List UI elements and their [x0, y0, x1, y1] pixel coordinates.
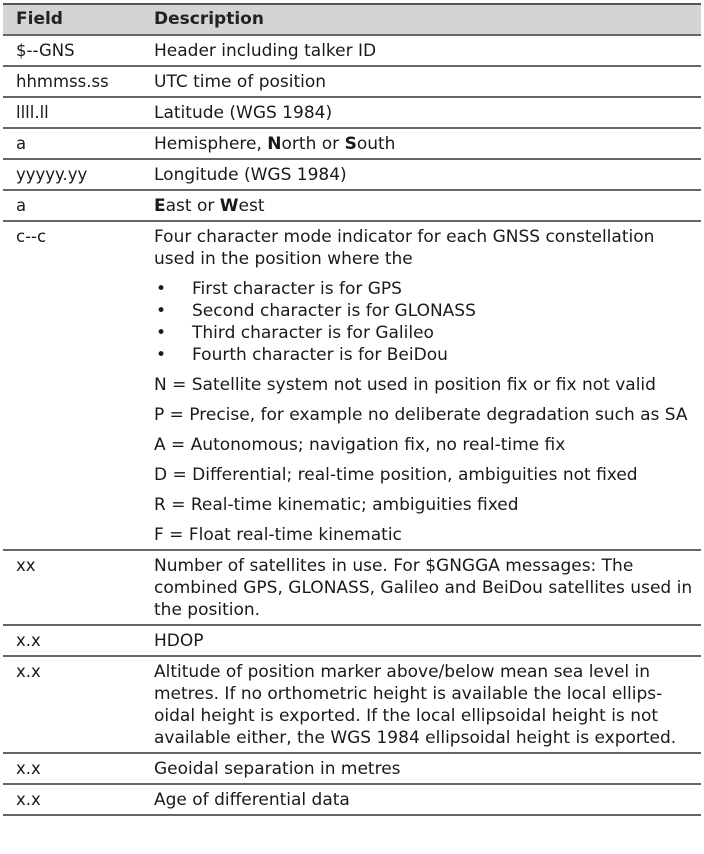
list-item: • Third character is for Galileo [154, 322, 693, 344]
table-row [3, 221, 701, 550]
field-cell: a [3, 190, 154, 221]
description-cell [154, 128, 701, 159]
description-cell [154, 190, 701, 221]
header-description: Description [154, 4, 701, 35]
field-cell: x.x [3, 625, 154, 656]
table-row [3, 128, 701, 159]
mode-definition: F = Float real-time kinematic [154, 525, 402, 545]
field-cell: hhmmss.ss [3, 66, 154, 97]
field-cell: x.x [3, 753, 154, 784]
field-cell: c--c [3, 221, 154, 550]
table-row [3, 550, 701, 625]
description-cell: Number of satellites in use. For $GNGGA messages: The combined GPS, GLONASS, Galileo and BeiDou satellites used in the position. [154, 550, 701, 625]
list-item: • Fourth character is for BeiDou [154, 344, 693, 366]
emphasis: W [219, 196, 239, 216]
table-row [3, 753, 701, 784]
description-cell: Longitude (WGS 1984) [154, 159, 701, 190]
table-row [3, 625, 701, 656]
table-row [3, 35, 701, 66]
text: outh [356, 134, 396, 154]
field-cell: yyyyy.yy [3, 159, 154, 190]
emphasis: S [344, 134, 357, 154]
emphasis: N [267, 134, 282, 154]
mode-intro: Four character mode indicator for each GNSS constellation used in the position where the [154, 227, 655, 269]
field-cell: xx [3, 550, 154, 625]
gns-field-table [3, 3, 701, 816]
mode-definition: P = Precise, for example no deliberate degradation such as SA [154, 405, 688, 425]
text: est [238, 196, 265, 216]
description-cell: Latitude (WGS 1984) [154, 97, 701, 128]
table-row [3, 656, 701, 753]
header-field: Field [3, 4, 154, 35]
description-cell: Altitude of position marker above/below mean sea level in metres. If no orthometric height is available the local ellips-oidal height is exported. If the local ellipsoidal height is not available either, the WGS 1984 ellipsoidal height is exported. [154, 656, 701, 753]
list-item: • Second character is for GLONASS [154, 300, 693, 322]
table-header-row [3, 4, 701, 35]
mode-definition: D = Differential; real-time position, ambiguities not fixed [154, 465, 638, 485]
description-cell [154, 221, 701, 550]
description-cell: Age of differential data [154, 784, 701, 815]
list-item: • First character is for GPS [154, 278, 693, 300]
description-cell: UTC time of position [154, 66, 701, 97]
text: ast or [165, 196, 220, 216]
constellation-list [154, 278, 693, 366]
field-cell: $--GNS [3, 35, 154, 66]
field-cell: a [3, 128, 154, 159]
field-cell: x.x [3, 784, 154, 815]
description-cell: HDOP [154, 625, 701, 656]
mode-definition: A = Autonomous; navigation fix, no real-time fix [154, 435, 566, 455]
emphasis: E [154, 196, 166, 216]
text: orth or [281, 134, 345, 154]
description-cell: Header including talker ID [154, 35, 701, 66]
field-cell: x.x [3, 656, 154, 753]
table-row [3, 66, 701, 97]
mode-definition: R = Real-time kinematic; ambiguities fixed [154, 495, 519, 515]
table-row [3, 159, 701, 190]
text: Hemisphere, [154, 134, 268, 154]
table-row [3, 190, 701, 221]
table-row [3, 784, 701, 815]
description-cell: Geoidal separation in metres [154, 753, 701, 784]
field-cell: llll.ll [3, 97, 154, 128]
table-row [3, 97, 701, 128]
mode-definition: N = Satellite system not used in position fix or fix not valid [154, 375, 656, 395]
